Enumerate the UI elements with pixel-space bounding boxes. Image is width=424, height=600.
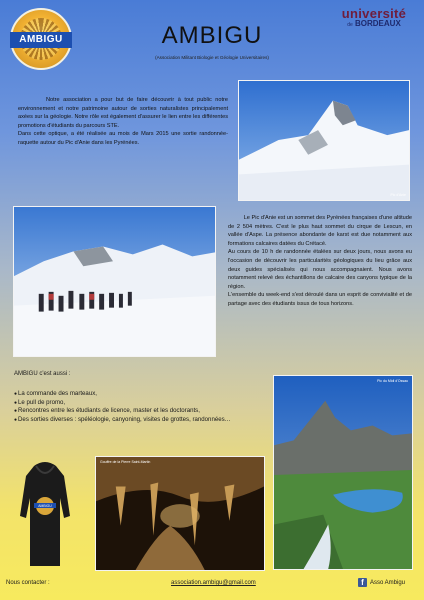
intro-text [18, 96, 228, 148]
description-paragraph-3-text: L'ensemble du week-end s'est déroulé dans un esprit de convivialité et de partage avec des étudiants issus de tous horizons. [228, 292, 412, 307]
intro-paragraph-2-text: Dans cette optique, a été réalisée au mois de Mars 2015 une sortie randonnée-raquette autour du Pic d'Anie dans les Pyrénées. [18, 131, 228, 146]
list-item: ● La commande des marteaux, [14, 390, 279, 399]
cave-photo [95, 456, 265, 571]
contact-email-link[interactable]: association.ambigu@gmail.com [171, 580, 256, 586]
description-paragraph-1-text: Le Pic d'Anie est un sommet des Pyrénées françaises d'une altitude de 2 504 mètres. C'est le plus haut sommet du cirque de Lescun, en vallée d'Aspe. La présence abondante de karst est due notamment aux formations calcaires datées du Crétacé. [228, 215, 412, 247]
description-paragraph-1 [228, 214, 412, 248]
page-title: AMBIGU [161, 22, 263, 49]
intro-paragraph-2 [18, 130, 228, 147]
university-name: université [341, 6, 407, 21]
promo-hoodie [20, 458, 70, 568]
university-logo [334, 6, 414, 28]
cave-credit: Gouffre de la Pierre Saint-Martin [100, 460, 151, 464]
page-subtitle: (Association Militant Biologie et Géologie Universitaires) [155, 55, 269, 60]
intro-paragraph-1 [18, 96, 228, 130]
logo-text: AMBIGU [19, 34, 63, 45]
midi-ossau-photo [273, 375, 413, 570]
group-photo [13, 206, 216, 357]
footer [0, 577, 424, 591]
midi-ossau-credit: Pic du Midi d'Ossau [377, 379, 408, 383]
facebook-link[interactable]: Asso Ambigu [370, 580, 406, 586]
description-text [228, 214, 412, 309]
pic-anie-photo [238, 80, 410, 201]
facebook-icon[interactable]: f [358, 578, 367, 587]
university-prefix: de [347, 22, 353, 28]
hoodie-logo-text: AMBIGU [38, 504, 52, 508]
pic-anie-credit: Pic d'Anie [390, 193, 406, 197]
also-title: AMBIGU c'est aussi : [14, 371, 71, 377]
list-item: ● Rencontres entre les étudiants de licence, master et les doctorants, [14, 407, 279, 416]
description-paragraph-2-text: Au cours de 10 h de randonnée étalées sur deux jours, nous avons eu l'occasion de découvrir les particularités géologiques du lieu grâce aux deux guides spécialisés qui nous accompagnaient. Nous avons notamment relevé des échantillons de calcaire des canyons typique de la région. [228, 249, 412, 290]
description-paragraph-2 [228, 248, 412, 291]
description-paragraph-3 [228, 291, 412, 308]
also-list [14, 390, 279, 424]
list-item: ● Des sorties diverses : spéléologie, canyoning, visites de grottes, randonnées… [14, 416, 279, 425]
contact-label: Nous contacter : [6, 580, 50, 586]
list-item: ● Le pull de promo, [14, 399, 279, 408]
university-city-name: BORDEAUX [355, 19, 401, 28]
intro-paragraph-1-text: Notre association a pour but de faire découvrir à tout public notre environnement et notre patrimoine autour de sorties naturalistes principalement axées sur la géologie. Notre rôle est également d'assurer le lien entre les différentes promotions d'étudiants du parcours STE. [18, 97, 228, 129]
